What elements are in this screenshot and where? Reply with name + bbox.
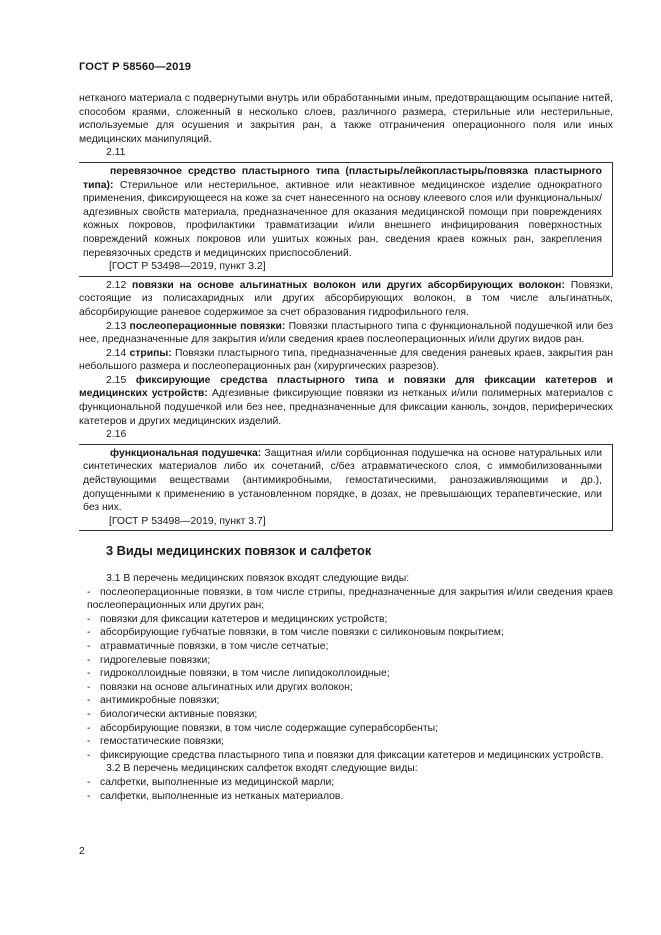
list-item-text: повязки для фиксации катетеров и медицинских устройств; xyxy=(100,613,388,625)
list-item-text: салфетки, выполненные из медицинской марли; xyxy=(100,776,335,788)
item-2-11-number: 2.11 xyxy=(106,147,126,159)
list-item xyxy=(79,722,613,736)
list-dash: - xyxy=(87,640,91,652)
page-number: 2 xyxy=(79,846,85,857)
list-item xyxy=(79,790,613,804)
list-dash: - xyxy=(87,627,91,639)
list-dash: - xyxy=(87,776,91,788)
list-item-text: повязки на основе альгинатных или других волокон; xyxy=(100,681,353,693)
term-2-16: функциональная подушечка: xyxy=(110,447,262,459)
definition-text-2-15: Адгезивные фиксирующие повязки из нетканых и/или полимерных материалов с функциональной подушечкой или без нее, предназначенные для фиксации канюль, зондов, периферических катетеров и других медицинских изделий. xyxy=(79,388,614,427)
list-item xyxy=(79,640,613,654)
list-item-text: послеоперационные повязки, в том числе стрипы, предназначенные для закрытия и/или сведения краев послеоперационных или других ран; xyxy=(87,586,613,612)
document-header: ГОСТ Р 58560—2019 xyxy=(79,61,192,73)
list-item-text: абсорбирующие повязки, в том числе содержащие суперабсорбенты; xyxy=(100,722,438,734)
list-dash: - xyxy=(87,790,91,802)
term-2-12: повязки на основе альгинатных волокон или других абсорбирующих волокон: xyxy=(132,279,565,291)
list-dash: - xyxy=(87,586,91,598)
list-dash: - xyxy=(87,613,91,625)
list-item-text: гемостатические повязки; xyxy=(100,736,225,748)
list-item xyxy=(79,735,613,749)
definition-2-11 xyxy=(83,165,602,260)
wipe-types-list xyxy=(79,776,613,803)
term-2-13: послеоперационные повязки: xyxy=(129,320,286,332)
item-2-15-number: 2.15 xyxy=(106,374,127,386)
list-item-text: атравматичные повязки, в том числе сетчатые; xyxy=(100,640,329,652)
list-dash: - xyxy=(87,668,91,680)
definition-text-2-13: Повязки пластырного типа с функциональной подушечкой или без нее, предназначенные для закрытия и/или сведения краев послеоперационных и/или других видов ран. xyxy=(79,320,614,346)
list-dash: - xyxy=(87,749,91,761)
item-2-15 xyxy=(79,374,613,428)
list-dash: - xyxy=(87,708,91,720)
list-item xyxy=(79,613,613,627)
list-item xyxy=(79,586,613,613)
term-2-15: фиксирующие средства пластырного типа и повязки для фиксации катетеров и медицинских устройств: xyxy=(79,374,613,400)
term-2-11: перевязочное средство пластырного типа (пластырь/лейкопластырь/повязка пластырного типа): xyxy=(83,165,602,191)
definition-text-2-14: Повязки пластырного типа, предназначенные для сведения раневых краев, закрытия ран небольшого размера и послеоперационных ран (хирургических разрезов). xyxy=(79,347,614,373)
definition-box-2-16 xyxy=(79,444,613,532)
definition-text-2-11: Стерильное или нестерильное, активное или неактивное медицинское изделие однократного применения, фиксирующееся на коже за счет нанесенного на основу клеевого слоя или функциональных/адгезивных свойств материала, предназначенное для оказания медицинской помощи при повреждениях кожных покровов, профилактики травматизации и/или внешнего инфицирования поверхностных повреждений кожных покровов или ушитых кожных ран, сведения краев кожных ран, закрепления перевязочных средств и медицинских приспособлений. xyxy=(83,179,602,259)
definition-text-2-16: Защитная и/или сорбционная подушечка на основе натуральных или синтетических материалов либо их сочетаний, с/без атравматического слоя, с иммобилизованными действующими веществами (антимикробными, гемостатическими, ранозаживляющими и др.), допущенными к применению в установленном порядке, в дозах, не превышающих терапевтические, или без них. xyxy=(83,447,602,514)
list-item-text: салфетки, выполненные из нетканых материалов. xyxy=(100,790,344,802)
list-item xyxy=(79,681,613,695)
document-body xyxy=(79,92,613,803)
list-dash: - xyxy=(87,681,91,693)
list-dash: - xyxy=(87,736,91,748)
list-item xyxy=(79,667,613,681)
definition-2-16 xyxy=(83,447,602,515)
list-item xyxy=(79,708,613,722)
list-item-text: антимикробные повязки; xyxy=(100,695,220,707)
section-3-title: 3 Виды медицинских повязок и салфеток xyxy=(106,543,372,559)
item-2-14-number: 2.14 xyxy=(106,347,127,359)
list-item xyxy=(79,749,613,763)
item-2-12-number: 2.12 xyxy=(106,279,127,291)
list-dash: - xyxy=(87,722,91,734)
source-ref-2-16: [ГОСТ Р 53498—2019, пункт 3.7] xyxy=(109,515,266,527)
list-item xyxy=(79,694,613,708)
clause-3-1: 3.1 В перечень медицинских повязок входят следующие виды: xyxy=(106,573,410,584)
definition-box-2-11 xyxy=(79,162,613,277)
intro-paragraph: нетканого материала с подвернутыми внутрь или обработанными иным, предотвращающим осыпание нитей, способом краями, сложенный в несколько слоев, различного размера, стерильные или нестерильные, используемые для осушения и закрытия ран, а также отграничения операционного поля или иных медицинских манипуляций. xyxy=(79,93,613,145)
list-item-text: абсорбирующие губчатые повязки, в том числе повязки с силиконовым покрытием; xyxy=(100,627,504,639)
list-item-text: фиксирующие средства пластырного типа и повязки для фиксации катетеров и медицинских устройств. xyxy=(100,749,604,761)
item-2-13-number: 2.13 xyxy=(106,320,127,332)
list-dash: - xyxy=(87,654,91,666)
list-item xyxy=(79,776,613,790)
term-2-14: стрипы: xyxy=(129,347,172,359)
list-dash: - xyxy=(87,695,91,707)
list-item-text: гидрогелевые повязки; xyxy=(100,654,211,666)
source-ref-2-11: [ГОСТ Р 53498—2019, пункт 3.2] xyxy=(109,261,266,273)
item-2-12 xyxy=(79,279,613,320)
definition-text-2-12: Повязки, состоящие из полисахаридных или других абсорбирующих волокон, в том числе альгинатных, абсорбирующие раневое содержимое за счет образования гидрофильного геля. xyxy=(79,279,613,318)
item-2-13 xyxy=(79,320,613,347)
list-item-text: биологически активные повязки; xyxy=(100,708,258,720)
dressing-types-list xyxy=(79,586,613,763)
item-2-14 xyxy=(79,347,613,374)
list-item xyxy=(79,626,613,640)
item-2-16-number: 2.16 xyxy=(106,429,127,441)
list-item xyxy=(79,654,613,668)
clause-3-2: 3.2 В перечень медицинских салфеток входят следующие виды: xyxy=(106,763,418,775)
list-item-text: гидроколлоидные повязки, в том числе липидоколлоидные; xyxy=(100,668,390,680)
